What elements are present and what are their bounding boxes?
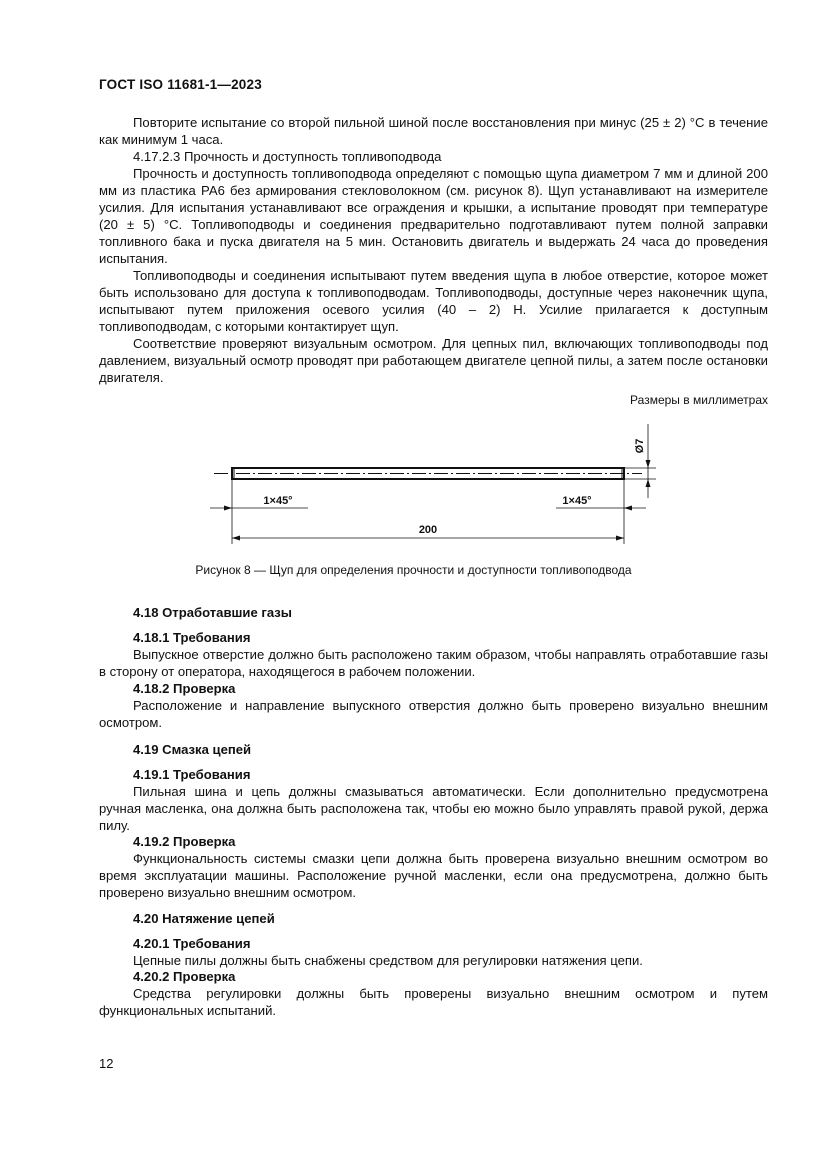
- paragraph: Соответствие проверяют визуальным осмотром. Для цепных пил, включающих топливоподводы под давлением, визуальный осмотр проводят при работающем двигателе цепной пилы, а затем после остановки двигателя.: [99, 336, 768, 385]
- section-title: 4.20 Натяжение цепей: [133, 911, 275, 926]
- subsection-title: 4.20.2 Проверка: [133, 969, 236, 984]
- section-text: [99, 646, 768, 680]
- section-title: 4.19 Смазка цепей: [133, 742, 252, 757]
- figure-caption: Рисунок 8 — Щуп для определения прочности и доступности топливоподвода: [195, 563, 632, 577]
- length-label: 200: [418, 524, 438, 536]
- page-number: 12: [99, 1056, 114, 1071]
- intro-text: [99, 114, 768, 386]
- section-text: [99, 985, 768, 1019]
- section-text: [99, 697, 768, 731]
- subsection-title: 4.18.2 Проверка: [133, 681, 236, 696]
- section-text: [99, 850, 768, 901]
- section-text: [99, 952, 768, 969]
- paragraph: Прочность и доступность топливоподвода определяют с помощью щупа диаметром 7 мм и длиной 200 мм из пластика РА6 без армирования стекловолокном (см. рисунок 8). Щуп устанавливают на измерителе усилия. Для испытания устанавливают все ограждения и крышки, а испытание проводят при температуре (20 ± 5) °С. Топливоподводы и соединения предварительно подготавливают путем полной заправки топливного бака и пуска двигателя на 5 мин. Остановить двигатель и выдержать 24 часа до проведения испытания.: [99, 166, 768, 266]
- section-text: [99, 783, 768, 834]
- paragraph: Выпускное отверстие должно быть расположено таким образом, чтобы направлять отработавшие газы в сторону от оператора, находящегося в рабочем положении.: [99, 647, 768, 679]
- chamfer-left-label: 1×45°: [263, 495, 293, 507]
- paragraph: Средства регулировки должны быть проверены визуально внешним осмотром и путем функциональных испытаний.: [99, 986, 768, 1018]
- clause-title: 4.17.2.3 Прочность и доступность топливоподвода: [133, 149, 442, 164]
- paragraph: Функциональность системы смазки цепи должна быть проверена визуально внешним осмотром во время эксплуатации машины. Расположение ручной масленки, если она предусмотрена, должно быть проверено визуально внешним осмотром.: [99, 851, 768, 900]
- document-header: ГОСТ ISO 11681-1—2023: [99, 77, 262, 92]
- chamfer-right-label: 1×45°: [562, 495, 592, 507]
- paragraph: Расположение и направление выпускного отверстия должно быть проверено визуально внешним осмотром.: [99, 698, 768, 730]
- paragraph: Цепные пилы должны быть снабжены средством для регулировки натяжения цепи.: [133, 953, 643, 968]
- units-note: Размеры в миллиметрах: [630, 393, 768, 407]
- subsection-title: 4.20.1 Требования: [133, 936, 251, 951]
- paragraph: Топливоподводы и соединения испытывают путем введения щупа в любое отверстие, которое может быть использовано для доступа к топливоподводам. Топливоподводы, доступные через наконечник щупа, испытывают путем приложения осевого усилия (40 – 2) Н. Усилие прилагается к доступным топливоподводам, с которыми контактирует щуп.: [99, 268, 768, 334]
- diameter-label: Ø7: [634, 438, 646, 454]
- probe-drawing: [200, 420, 680, 550]
- section-title: 4.18 Отработавшие газы: [133, 605, 292, 620]
- subsection-title: 4.18.1 Требования: [133, 630, 251, 645]
- subsection-title: 4.19.1 Требования: [133, 767, 251, 782]
- paragraph: Пильная шина и цепь должны смазываться автоматически. Если дополнительно предусмотрена ручная масленка, она должна быть расположена так, чтобы ею можно было управлять правой рукой, держа пилу.: [99, 784, 768, 833]
- paragraph: Повторите испытание со второй пильной шиной после восстановления при минус (25 ± 2) °С в течение как минимум 1 часа.: [99, 115, 768, 147]
- subsection-title: 4.19.2 Проверка: [133, 834, 236, 849]
